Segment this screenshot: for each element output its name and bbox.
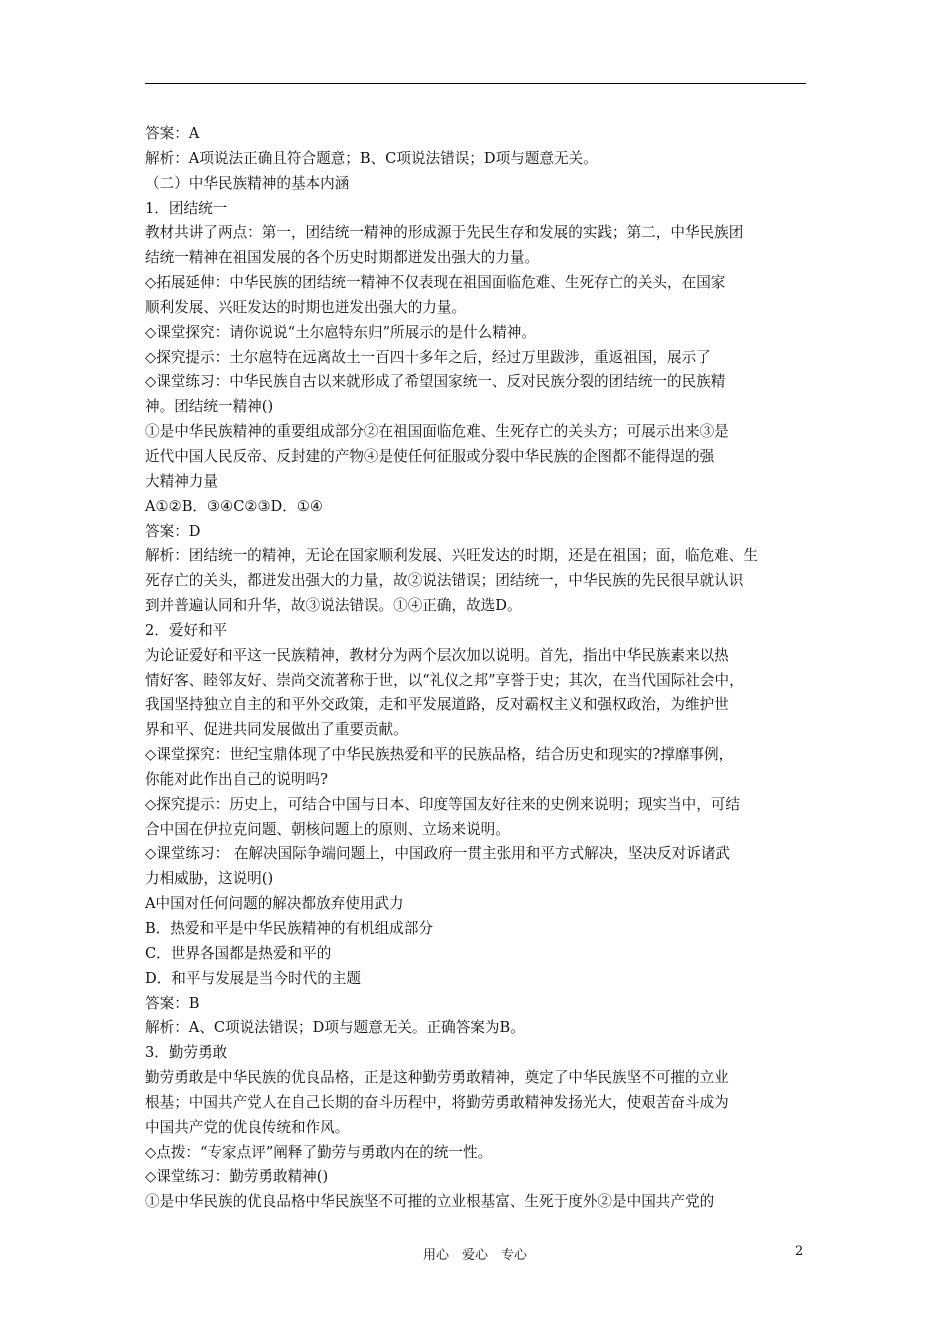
text-line: 答案：D	[145, 522, 201, 540]
text-line: 界和平、促进共同发展做出了重要贡献。	[145, 721, 408, 739]
text-line: 解析：A项说法正确且符合题意；B、C项说法错误；D项与题意无关。	[145, 149, 598, 167]
text-line: ①是中华民族的优良品格中华民族坚不可摧的立业根基富、生死于度外②是中国共产党的	[145, 1193, 715, 1211]
page-number: 2	[795, 1244, 804, 1259]
text-line: ①是中华民族精神的重要组成部分②在祖国面临危难、生死存亡的关头方；可展示出来③是	[145, 423, 729, 441]
text-line: ◇课堂练习：勤劳勇敢精神()	[145, 1168, 329, 1186]
text-line: ◇点拨：“专家点评”阐释了勤劳与勇敢内在的统一性。	[145, 1143, 493, 1161]
text-line: 教材共讲了两点：第一，团结统一精神的形成源于先民生存和发展的实践；第二，中华民族团	[145, 224, 744, 242]
text-line: （二）中华民族精神的基本内涵	[145, 174, 350, 192]
text-line: ◇课堂探究：世纪宝鼎体现了中华民族热爱和平的民族品格，结合历史和现实的?撑靡事例，	[145, 746, 734, 764]
text-line: A中国对任何问题的解决都放弃使用武力	[145, 895, 404, 913]
text-line: 情好客、睦邻友好、崇尚交流著称于世，以“礼仪之邦”享誉于史；其次，在当代国际社会中，	[145, 671, 744, 689]
text-line: 答案：A	[145, 125, 200, 142]
text-line: 到并普遍认同和升华，故③说法错误。①④正确，故选D。	[145, 597, 522, 615]
text-line: C．世界各国都是热爱和平的	[145, 944, 332, 962]
text-line: ◇探究提示：历史上，可结合中国与日本、印度等国友好往来的史例来说明；现实当中，可结	[145, 795, 740, 813]
text-line: ◇课堂练习： 在解决国际争端问题上，中国政府一贯主张用和平方式解决，坚决反对诉诸武	[145, 845, 731, 863]
text-line: 力相威胁，这说明()	[145, 870, 274, 888]
text-line: ◇拓展延伸：中华民族的团结统一精神不仅表现在祖国面临危难、生死存亡的关头，在国家	[145, 274, 726, 292]
text-line: A①②B．③④C②③D．①④	[145, 497, 323, 515]
text-line: 为论证爱好和平这一民族精神，教材分为两个层次加以说明。首先，指出中华民族素来以热	[145, 646, 729, 664]
text-line: 解析：A、C项说法错误；D项与题意无关。正确答案为B。	[145, 1019, 525, 1037]
text-line: 死存亡的关头，都迸发出强大的力量，故②说法错误；团结统一，中华民族的先民很早就认识	[145, 572, 744, 590]
text-line: 你能对此作出自己的说明吗?	[145, 770, 328, 788]
page-footer	[0, 1244, 950, 1268]
text-line: 1．团结统一	[145, 199, 228, 217]
text-line: D．和平与发展是当今时代的主题	[145, 969, 362, 987]
text-line: ◇课堂练习：中华民族自古以来就形成了希望国家统一、反对民族分裂的团结统一的民族精	[145, 373, 726, 391]
text-line: 解析：团结统一的精神，无论在国家顺利发展、兴旺发达的时期，还是在祖国；面，临危难、生	[145, 547, 758, 565]
text-line: 中国共产党的优良传统和作风。	[145, 1118, 350, 1136]
text-line: 根基；中国共产党人在自己长期的奋斗历程中，将勤劳勇敢精神发扬光大，使艰苦奋斗成为	[145, 1093, 729, 1111]
text-line: ◇探究提示：土尔扈特在远离故土一百四十多年之后，经过万里跋涉，重返祖国，展示了	[145, 348, 711, 366]
text-line: 顺利发展、兴旺发达的时期也迸发出强大的力量。	[145, 298, 467, 316]
text-line: 3．勤劳勇敢	[145, 1044, 228, 1062]
text-line: 神。团结统一精神()	[145, 398, 274, 416]
text-line: 我国坚持独立自主的和平外交政策，走和平发展道路，反对霸权主义和强权政治，为维护世	[145, 696, 729, 714]
text-line: 近代中国人民反帝、反封建的产物④是使任何征服或分裂中华民族的企图都不能得逞的强	[145, 447, 715, 465]
text-line: 2．爱好和平	[145, 621, 228, 639]
text-line: 大精神力量	[145, 472, 218, 490]
text-line: ◇课堂探究：请你说说“土尔扈特东归”所展示的是什么精神。	[145, 323, 536, 341]
footer-motto: 用心 爱心 专心	[422, 1248, 527, 1263]
text-line: 结统一精神在祖国发展的各个历史时期都迸发出强大的力量。	[145, 249, 540, 267]
text-line: 答案：B	[145, 994, 200, 1012]
header-rule	[145, 83, 806, 84]
page-body	[145, 122, 806, 1215]
text-line: B．热爱和平是中华民族精神的有机组成部分	[145, 920, 434, 937]
text-line: 勤劳勇敢是中华民族的优良品格，正是这种勤劳勇敢精神，奠定了中华民族坚不可摧的立业	[145, 1069, 729, 1087]
text-line: 合中国在伊拉克问题、朝核问题上的原则、立场来说明。	[145, 820, 510, 838]
